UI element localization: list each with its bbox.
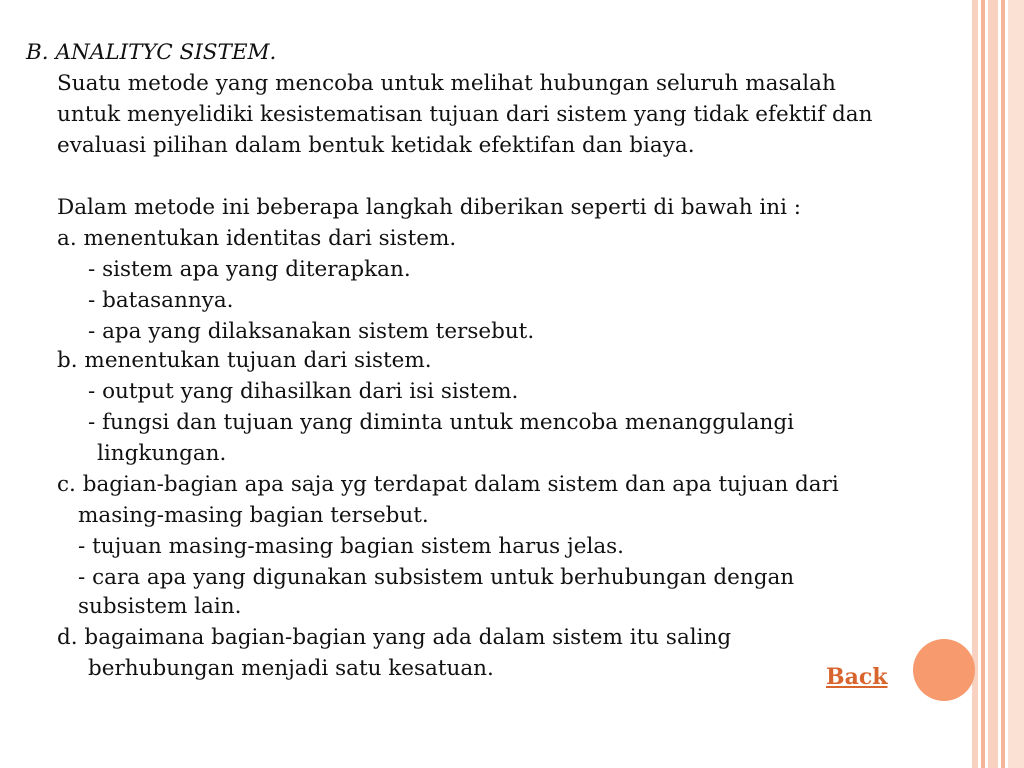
step-d-title-cont: berhubungan menjadi satu kesatuan. — [88, 656, 494, 681]
step-c-item: - cara apa yang digunakan subsistem untuk berhubungan dengan — [78, 565, 795, 590]
step-c-item: subsistem lain. — [78, 594, 242, 619]
intro-line: Dalam metode ini beberapa langkah diberikan seperti di bawah ini : — [57, 195, 802, 220]
step-b-item: - output yang dihasilkan dari isi sistem. — [88, 379, 519, 404]
step-c-title-cont: masing-masing bagian tersebut. — [78, 503, 429, 528]
stripe-4 — [1001, 0, 1005, 768]
stripe-3 — [988, 0, 998, 768]
step-b-title: b. menentukan tujuan dari sistem. — [57, 348, 432, 373]
step-c-title: c. bagian-bagian apa saja yg terdapat dalam sistem dan apa tujuan dari — [57, 472, 839, 497]
back-link[interactable]: Back — [826, 664, 888, 690]
decorative-circle — [913, 639, 975, 701]
step-a-title: a. menentukan identitas dari sistem. — [57, 226, 457, 251]
section-heading: B. ANALITYC SISTEM. — [26, 40, 277, 65]
step-a-item: - apa yang dilaksanakan sistem tersebut. — [88, 319, 535, 344]
step-c-item: - tujuan masing-masing bagian sistem harus jelas. — [78, 534, 625, 559]
stripe-5 — [1008, 0, 1024, 768]
paragraph-line: Suatu metode yang mencoba untuk melihat hubungan seluruh masalah — [57, 71, 836, 96]
step-a-item: - sistem apa yang diterapkan. — [88, 257, 411, 282]
step-d-title: d. bagaimana bagian-bagian yang ada dalam sistem itu saling — [57, 625, 732, 650]
step-a-item: - batasannya. — [88, 288, 234, 313]
step-b-item: lingkungan. — [97, 441, 227, 466]
stripe-2 — [981, 0, 985, 768]
paragraph-line: evaluasi pilihan dalam bentuk ketidak efektifan dan biaya. — [57, 133, 695, 158]
paragraph-line: untuk menyelidiki kesistematisan tujuan dari sistem yang tidak efektif dan — [57, 102, 873, 127]
step-b-item: - fungsi dan tujuan yang diminta untuk mencoba menanggulangi — [88, 410, 795, 435]
